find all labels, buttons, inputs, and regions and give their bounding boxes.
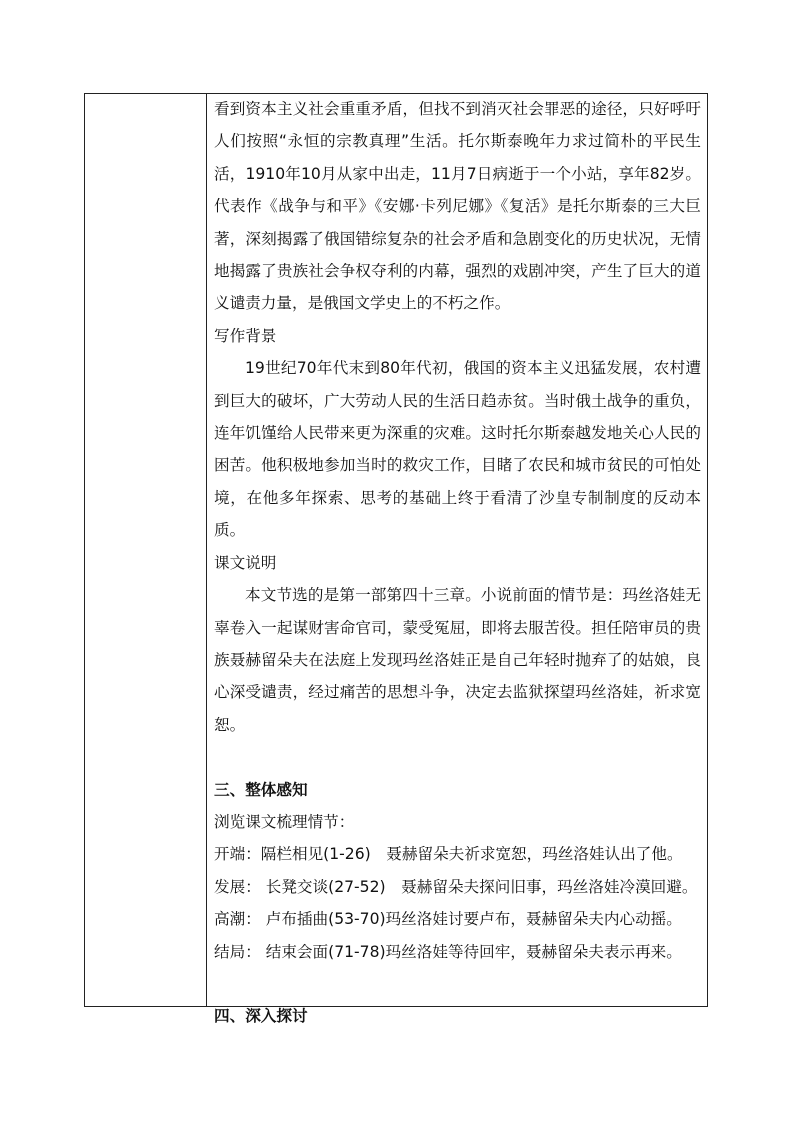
- plot-line-climax: 高潮： 卢布插曲(53-70)玛丝洛娃讨要卢布，聂赫留朵夫内心动摇。: [214, 910, 682, 929]
- plot-line-development: 发展： 长凳交谈(27-52) 聂赫留朵夫探问旧事，玛丝洛娃冷漠回避。: [214, 877, 698, 896]
- section4-heading: 四、深入探讨: [214, 1007, 308, 1026]
- plot-line-ending: 结局： 结束会面(71-78)玛丝洛娃等待回牢，聂赫留朵夫表示再来。: [214, 942, 682, 961]
- section3-heading: 三、整体感知: [214, 780, 308, 799]
- background-paragraph: 19世纪70年代末到80年代初，俄国的资本主义迅猛发展，农村遭到巨大的破坏，广大劳动人民的生活日趋赤贫。当时俄土战争的重负，连年饥馑给人民带来更为深重的灾难。这时托尔斯泰越发地关心人民的困苦。他积极地参加当时的救灾工作，目睹了农民和城市贫民的可怕处境，在他多年探索、思考的基础上终于看清了沙皇专制制度的反动本质。: [214, 359, 701, 540]
- blank-line: [214, 741, 701, 773]
- explanation-heading: 课文说明: [214, 553, 277, 572]
- background-heading: 写作背景: [214, 326, 277, 345]
- table-column-divider: [206, 93, 207, 1007]
- section3-intro: 浏览课文梳理情节：: [214, 812, 355, 831]
- author-bio-paragraph: 看到资本主义社会重重矛盾，但找不到消灭社会罪恶的途径，只好呼吁人们按照“永恒的宗教真理”生活。托尔斯泰晚年力求过简朴的平民生活，1910年10月从家中出走，11月7日病逝于一个小站，享年82岁。代表作《战争与和平》《安娜·卡列尼娜》《复活》是托尔斯泰的三大巨著，深刻揭露了俄国错综复杂的社会矛盾和急剧变化的历史状况，无情地揭露了贵族社会争权夺利的内幕，强烈的戏剧冲突，产生了巨大的道义谴责力量，是俄国文学史上的不朽之作。: [214, 100, 701, 313]
- explanation-paragraph: 本文节选的是第一部第四十三章。小说前面的情节是：玛丝洛娃无辜卷入一起谋财害命官司，蒙受冤屈，即将去服苦役。担任陪审员的贵族聂赫留朵夫在法庭上发现玛丝洛娃正是自己年轻时抛弃了的姑娘，良心深受谴责，经过痛苦的思想斗争，决定去监狱探望玛丝洛娃，祈求宽恕。: [214, 586, 701, 734]
- plot-line-opening: 开端：隔栏相见(1-26) 聂赫留朵夫祈求宽恕，玛丝洛娃认出了他。: [214, 845, 683, 864]
- blank-line: [214, 968, 701, 1000]
- lesson-content: [214, 93, 701, 1033]
